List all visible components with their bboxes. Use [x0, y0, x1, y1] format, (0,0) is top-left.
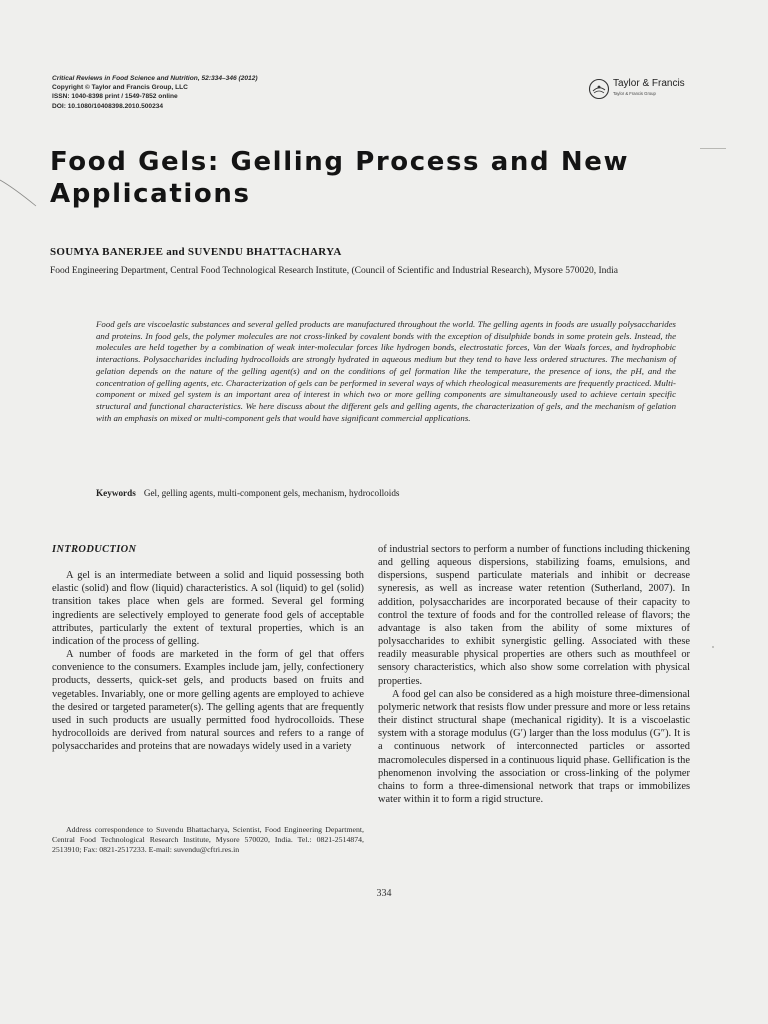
keywords-line [96, 488, 399, 498]
right-column [378, 543, 690, 806]
doi-line: DOI: 10.1080/10408398.2010.500234 [52, 102, 164, 110]
article-title: Food Gels: Gelling Process and New Applications [50, 147, 630, 209]
keywords-label: Keywords [96, 488, 136, 498]
body-paragraph: of industrial sectors to perform a number of functions including thickening and gelling aqueous dispersions, stabilizing foams, emulsions, and dispersions, suspend particulate materials and inhibit or decrease syneresis, as well as increase water retention (Sutherland, 2007). In addition, polysaccharides are incorporated because of their capacity to control the texture of foods and for the controlled release of flavors; the advantage is also taken from the ability of some mixtures of polysaccharides to exhibit synergistic gelling. Associated with these readily measurable physical properties are others such as mouthfeel or sensory characteristics, which also show some correlation with physical properties. [378, 544, 690, 687]
correspondence-footnote: Address correspondence to Suvendu Bhattacharya, Scientist, Food Engineering Department, Central Food Technological Research Institute, Mysore 570020, India. Tel.: 0821-2514874, 2513910; Fax: 0821-2517233. E-mail: suvendu@cftri.res.in [52, 825, 364, 855]
journal-name-line: Critical Reviews in Food Science and Nutrition, 52:334–346 (2012) [52, 75, 258, 82]
taylor-francis-logo-icon [588, 78, 610, 100]
scan-dot [712, 646, 714, 648]
page-number: 334 [376, 888, 392, 899]
publisher-name: Taylor & Francis [613, 78, 685, 89]
scan-mark-icon [0, 178, 38, 208]
article-abstract: Food gels are viscoelastic substances and several gelled products are manufactured throughout the world. The gelling agents in foods are usually polysaccharides and proteins. In food gels, the polymer molecules are not cross-linked by covalent bonds with the exception of disulphide bonds in some protein gels. Instead, the molecules are held together by a combination of weak inter-molecular forces like hydrogen bonds, electrostatic forces, Van der Waals forces, and hydrophobic interactions. Polysaccharides including hydrocolloids are strongly hydrated in aqueous medium but they tend to have less ordered structures. The mechanism of gelation depends on the nature of the gelling agent(s) and on the conditions of gel formation like the temperature, the presence of ions, the pH, and the concentration of gelling agents, etc. Characterization of gels can be performed in several ways of which rheological measurements are frequently practiced. Multi-component or mixed gel system is an important area of interest in which two or more gelling components are simultaneously used to achieve certain specific structural and functional characteristics. We here discuss about the different gels and gelling agents, the characterization of gels, and the mechanism of gelation with an emphasis on mixed or multi-component gels that would have significant commercial applications. [96, 319, 676, 423]
body-paragraph: A gel is an intermediate between a solid and liquid possessing both elastic (solid) and flow (liquid) characteristics. A sol (liquid) to gel (solid) transition takes place when gels are formed. Several gel forming ingredients are selectively employed to generate food gels of acceptable attributes, particularly the extent of textural properties, which is an indication of the process of gelling. [52, 570, 364, 647]
section-heading-introduction: INTRODUCTION [52, 544, 137, 555]
issn-line: ISSN: 1040-8398 print / 1549-7852 online [52, 93, 178, 101]
left-column [52, 543, 364, 753]
keywords-list: Gel, gelling agents, multi-component gels, mechanism, hydrocolloids [143, 488, 400, 498]
body-paragraph: A food gel can also be considered as a high moisture three-dimensional polymeric network that resists flow under pressure and more or less retains their distinct structural shape (mechanical rigidity). It is a viscoelastic system with a storage modulus (G′) larger than the loss modulus (G″). It is a continuous network of interconnected particles or assorted macromolecules dispersed in a continuous liquid phase. Gellification is the phenomenon involving the association or cross-linking of the polymer chains to form a three-dimensional network that traps or immobilizes water within it to form a rigid structure. [378, 688, 690, 805]
journal-citation [52, 74, 472, 111]
author-affiliation: Food Engineering Department, Central Food Technological Research Institute, (Council of Scientific and Industrial Research), Mysore 570020, India [50, 266, 618, 276]
body-paragraph: A number of foods are marketed in the form of gel that offers convenience to the consumers. Examples include jam, jelly, confectionery products, desserts, quick-set gels, and products based on fruits and vegetables. Invariably, one or more gelling agents are employed to achieve the desired or targeted parameter(s). The gelling agents that are frequently used in such products are usually permitted food hydrocolloids. These hydrocolloids are derived from natural sources and refers to a range of polysaccharides and proteins that are nowadays widely used in a variety [52, 649, 364, 753]
publisher-subtitle: Taylor & Francis Group [613, 91, 656, 96]
scan-dash [700, 148, 726, 149]
copyright-line: Copyright © Taylor and Francis Group, LLC [52, 84, 188, 92]
publisher-logo [588, 76, 708, 106]
article-authors: SOUMYA BANERJEE and SUVENDU BHATTACHARYA [50, 246, 342, 258]
